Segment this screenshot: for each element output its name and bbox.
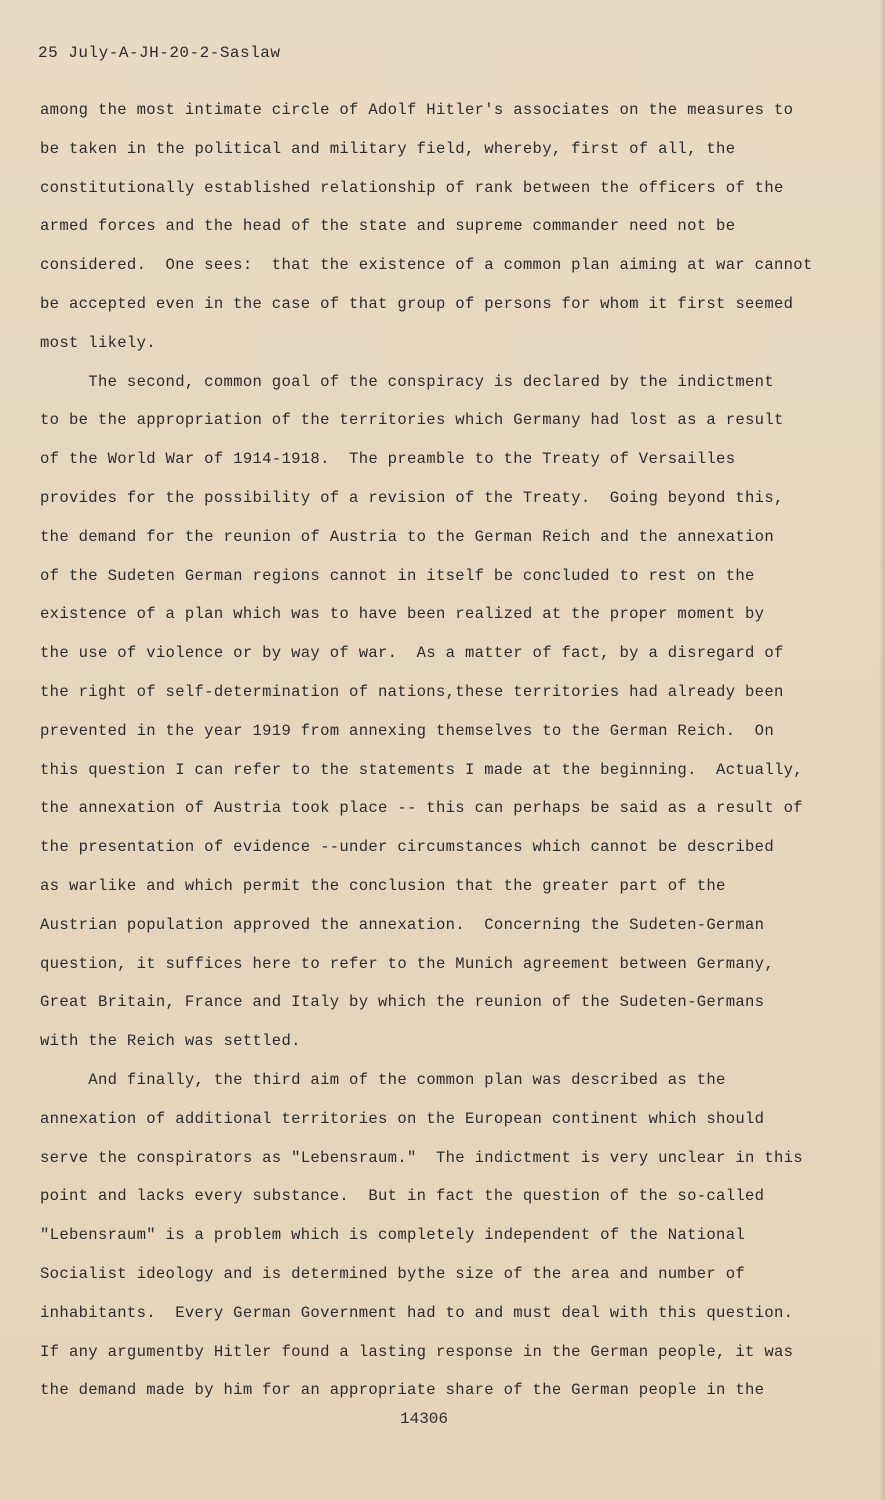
text-line: point and lacks every substance. But in fact the question of the so-called <box>40 1187 765 1206</box>
text-line: inhabitants. Every German Government had to and must deal with this question. <box>40 1303 794 1322</box>
text-line: the use of violence or by way of war. As a matter of fact, by a disregard of <box>40 644 784 663</box>
text-line: the annexation of Austria took place -- this can perhaps be said as a result of <box>40 799 803 818</box>
text-line: question, it suffices here to refer to the Munich agreement between Germany, <box>40 954 774 973</box>
text-line: to be the appropriation of the territories which Germany had lost as a result <box>40 411 784 430</box>
text-line: as warlike and which permit the conclusion that the greater part of the <box>40 876 726 895</box>
text-line: provides for the possibility of a revision of the Treaty. Going beyond this, <box>40 488 784 507</box>
text-line: prevented in the year 1919 from annexing themselves to the German Reich. On <box>40 721 774 740</box>
text-line: annexation of additional territories on the European continent which should <box>40 1109 765 1128</box>
text-line: serve the conspirators as "Lebensraum." The indictment is very unclear in this <box>40 1148 803 1167</box>
paragraph-start-line: The second, common goal of the conspiracy is declared by the indictment <box>40 372 774 391</box>
text-line: If any argumentby Hitler found a lasting response in the German people, it was <box>40 1342 794 1361</box>
page-edge-shadow <box>879 0 885 1500</box>
text-line: be taken in the political and military field, whereby, first of all, the <box>40 139 736 158</box>
text-line: constitutionally established relationship of rank between the officers of the <box>40 178 784 197</box>
text-line: "Lebensraum" is a problem which is completely independent of the National <box>40 1226 746 1245</box>
text-line: Austrian population approved the annexation. Concerning the Sudeten-German <box>40 915 765 934</box>
paragraph-start-line: And finally, the third aim of the common plan was described as the <box>40 1070 726 1089</box>
text-line: existence of a plan which was to have been realized at the proper moment by <box>40 605 765 624</box>
text-line: of the Sudeten German regions cannot in itself be concluded to rest on the <box>40 566 755 585</box>
text-line: with the Reich was settled. <box>40 1032 301 1051</box>
text-line: the presentation of evidence --under circumstances which cannot be described <box>40 838 774 857</box>
document-reference-header: 25 July-A-JH-20-2-Saslaw <box>38 44 281 62</box>
typewritten-body <box>40 91 840 1410</box>
text-line: Socialist ideology and is determined bythe size of the area and number of <box>40 1264 746 1283</box>
text-line: of the World War of 1914-1918. The preamble to the Treaty of Versailles <box>40 450 736 469</box>
text-line: be accepted even in the case of that group of persons for whom it first seemed <box>40 294 794 313</box>
text-line: armed forces and the head of the state and supreme commander need not be <box>40 217 736 236</box>
text-line: the right of self-determination of nations,these territories had already been <box>40 682 784 701</box>
text-line: Great Britain, France and Italy by which the reunion of the Sudeten-Germans <box>40 993 765 1012</box>
text-line: the demand for the reunion of Austria to the German Reich and the annexation <box>40 527 774 546</box>
text-line: most likely. <box>40 333 156 352</box>
text-line: among the most intimate circle of Adolf Hitler's associates on the measures to <box>40 101 794 119</box>
text-line: this question I can refer to the statements I made at the beginning. Actually, <box>40 760 803 779</box>
text-line: considered. One sees: that the existence of a common plan aiming at war cannot <box>40 256 813 275</box>
page-number: 14306 <box>400 1410 449 1428</box>
text-line: the demand made by him for an appropriate share of the German people in the <box>40 1381 765 1400</box>
